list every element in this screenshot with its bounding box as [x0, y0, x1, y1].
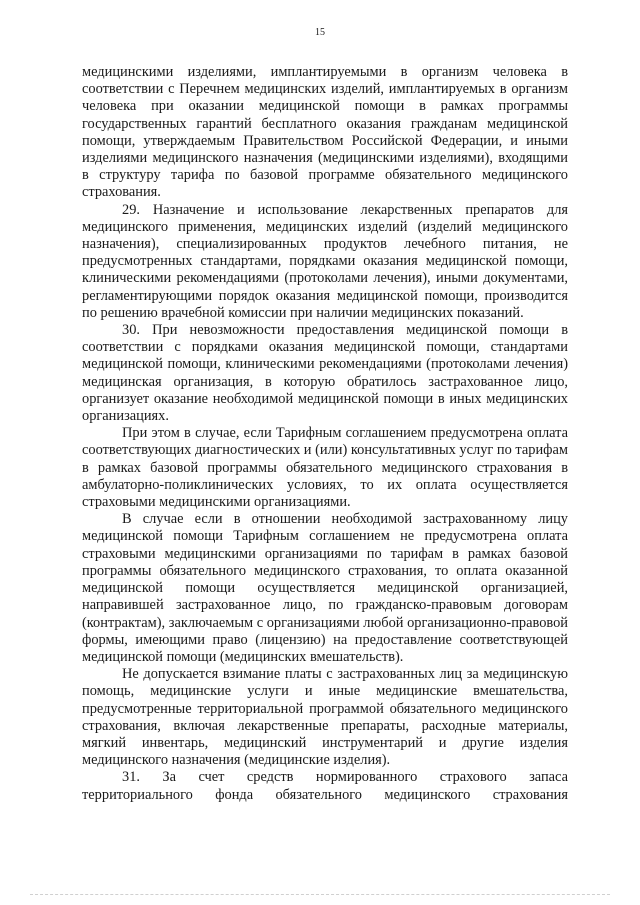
paragraph-diagnostic-payment: При этом в случае, если Тарифным соглашением предусмотрена оплата соответствующих диагностических и (или) консультативных услуг по тарифам в рамках базовой программы обязательного медицинского страхования в амбулаторно-поликлинических условиях, то их оплата осуществляется страховыми медицинскими организациями.	[82, 425, 568, 511]
paragraph-continuation: медицинскими изделиями, имплантируемыми в организм человека в соответствии с Перечнем медицинских изделий, имплантируемых в организм человека при оказании медицинской помощи в рамках программы государственных гарантий бесплатного оказания гражданам медицинской помощи, утверждаемым Правительством Российской Федерации, и иными изделиями медицинского назначения (медицинскими изделиями), входящими в структуру тарифа по базовой программе обязательного медицинского страхования.	[82, 64, 568, 201]
paragraph-item-31: 31. За счет средств нормированного страхового запаса территориального фонда обязательного медицинского страхования	[82, 769, 568, 803]
paragraph-item-30: 30. При невозможности предоставления медицинской помощи в соответствии с порядками оказания медицинской помощи, стандартами медицинской помощи, клиническими рекомендациями (протоколами лечения) медицинская организация, в которую обратилось застрахованное лицо, организует оказание необходимой медицинской помощи в иных медицинских организациях.	[82, 322, 568, 425]
page-number: 15	[315, 27, 325, 38]
scan-edge-line	[30, 894, 610, 895]
paragraph-no-charge: Не допускается взимание платы с застрахованных лиц за медицинскую помощь, медицинские услуги и иные медицинские вмешательства, предусмотренные территориальной программой обязательного медицинского страхования, включая лекарственные препараты, расходные материалы, мягкий инвентарь, медицинский инструментарий и другие изделия медицинского назначения (медицинские изделия).	[82, 666, 568, 769]
paragraph-item-29: 29. Назначение и использование лекарственных препаратов для медицинского применения, медицинских изделий (изделий медицинского назначения), специализированных продуктов лечебного питания, не предусмотренных стандартами, порядками оказания медицинской помощи, клиническими рекомендациями (протоколами лечения), иными документами, регламентирующими порядок оказания медицинской помощи, производится по решению врачебной комиссии при наличии медицинских показаний.	[82, 201, 568, 321]
paragraph-referral-payment: В случае если в отношении необходимой застрахованному лицу медицинской помощи Тарифным соглашением не предусмотрена оплата страховыми медицинскими организациями по тарифам в рамках базовой программы обязательного медицинского страхования, то оплата оказанной медицинской помощи осуществляется медицинской организацией, направившей застрахованное лицо, по гражданско-правовым договорам (контрактам), заключаемым с организациями любой организационно-правовой формы, имеющими право (лицензию) на предоставление соответствующей медицинской помощи (медицинских вмешательств).	[82, 511, 568, 665]
document-body	[82, 64, 568, 804]
